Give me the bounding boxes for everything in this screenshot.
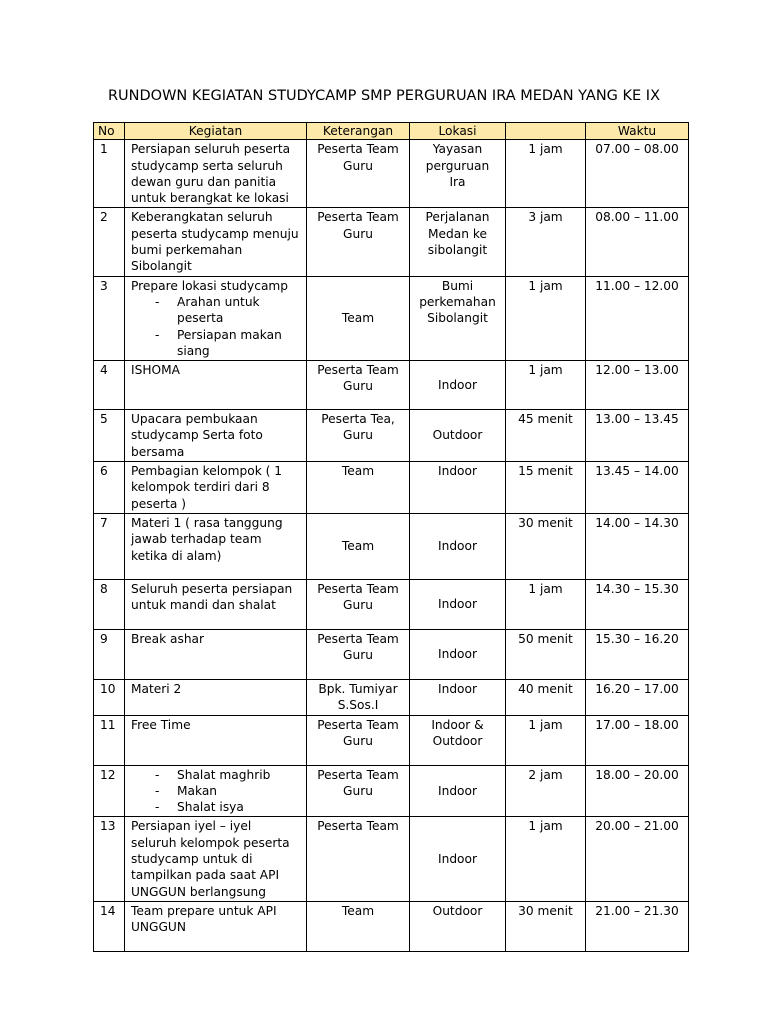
row-no-cell: 13	[94, 817, 125, 901]
row-durasi-cell: 30 menit	[506, 513, 586, 579]
row-kegiatan-cell	[125, 765, 307, 817]
row-kegiatan-cell	[125, 276, 307, 360]
table-row	[94, 765, 689, 817]
kegiatan-text: Seluruh peserta persiapan untuk mandi dan shalat	[131, 581, 293, 613]
row-no-cell: 12	[94, 765, 125, 817]
kegiatan-subitem-text: Shalat isya	[177, 800, 244, 815]
row-no-cell: 3	[94, 276, 125, 360]
row-keterangan-cell: Team	[307, 513, 410, 579]
row-durasi-cell: 2 jam	[506, 765, 586, 817]
kegiatan-subitem	[155, 294, 300, 327]
row-durasi-cell: 3 jam	[506, 208, 586, 276]
row-kegiatan-cell	[125, 513, 307, 579]
table-row	[94, 410, 689, 462]
row-lokasi-cell: Indoor	[410, 629, 506, 679]
kegiatan-subitem-text: Makan	[177, 783, 218, 798]
table-row	[94, 276, 689, 360]
row-no-cell: 4	[94, 361, 125, 410]
row-durasi-cell: 30 menit	[506, 901, 586, 951]
header-durasi	[506, 123, 586, 140]
row-waktu-cell: 07.00 – 08.00	[586, 140, 689, 208]
dash-bullet: -	[155, 800, 160, 815]
row-lokasi-cell: Bumi perkemahan Sibolangit	[410, 276, 506, 360]
row-kegiatan-cell	[125, 817, 307, 901]
row-durasi-cell: 1 jam	[506, 817, 586, 901]
table-row	[94, 513, 689, 579]
table-row	[94, 579, 689, 629]
table-row	[94, 208, 689, 276]
row-lokasi-cell: Outdoor	[410, 901, 506, 951]
row-no-cell: 9	[94, 629, 125, 679]
table-header-row	[94, 123, 689, 140]
kegiatan-text: Materi 2	[131, 681, 182, 696]
rundown-table	[93, 122, 689, 952]
header-waktu: Waktu	[586, 123, 689, 140]
row-keterangan-cell: Team	[307, 901, 410, 951]
row-waktu-cell: 14.00 – 14.30	[586, 513, 689, 579]
table-row	[94, 629, 689, 679]
row-waktu-cell: 14.30 – 15.30	[586, 579, 689, 629]
row-durasi-cell: 15 menit	[506, 462, 586, 514]
row-keterangan-cell: Peserta Team	[307, 817, 410, 901]
row-no-cell: 8	[94, 579, 125, 629]
row-keterangan-cell: Team	[307, 462, 410, 514]
row-kegiatan-cell	[125, 901, 307, 951]
row-kegiatan-cell	[125, 579, 307, 629]
kegiatan-subitem-text: Arahan untuk peserta	[177, 294, 260, 326]
header-no: No	[94, 123, 125, 140]
row-keterangan-cell: Peserta Team Guru	[307, 579, 410, 629]
kegiatan-text: Free Time	[131, 717, 191, 732]
row-kegiatan-cell	[125, 140, 307, 208]
row-kegiatan-cell	[125, 715, 307, 765]
row-waktu-cell: 13.00 – 13.45	[586, 410, 689, 462]
row-no-cell: 2	[94, 208, 125, 276]
dash-bullet: -	[155, 767, 160, 782]
row-no-cell: 6	[94, 462, 125, 514]
row-kegiatan-cell	[125, 462, 307, 514]
table-row	[94, 361, 689, 410]
table-row	[94, 901, 689, 951]
row-lokasi-cell: Perjalanan Medan ke sibolangit	[410, 208, 506, 276]
row-lokasi-cell: Outdoor	[410, 410, 506, 462]
row-no-cell: 5	[94, 410, 125, 462]
row-waktu-cell: 17.00 – 18.00	[586, 715, 689, 765]
row-lokasi-cell: Indoor	[410, 361, 506, 410]
row-waktu-cell: 21.00 – 21.30	[586, 901, 689, 951]
table-row	[94, 817, 689, 901]
row-keterangan-cell: Peserta Team Guru	[307, 765, 410, 817]
kegiatan-text: Keberangkatan seluruh peserta studycamp menuju bumi perkemahan Sibolangit	[131, 210, 299, 274]
row-kegiatan-cell	[125, 410, 307, 462]
row-waktu-cell: 08.00 – 11.00	[586, 208, 689, 276]
row-durasi-cell: 45 menit	[506, 410, 586, 462]
row-lokasi-cell: Indoor & Outdoor	[410, 715, 506, 765]
row-keterangan-cell: Peserta Team Guru	[307, 208, 410, 276]
header-lokasi: Lokasi	[410, 123, 506, 140]
kegiatan-subitem	[155, 327, 300, 360]
row-durasi-cell: 40 menit	[506, 679, 586, 715]
kegiatan-text: Team prepare untuk API UNGGUN	[131, 903, 277, 935]
row-kegiatan-cell	[125, 629, 307, 679]
row-durasi-cell: 1 jam	[506, 579, 586, 629]
row-keterangan-cell: Peserta Team Guru	[307, 361, 410, 410]
kegiatan-text: Pembagian kelompok ( 1 kelompok terdiri dari 8 peserta )	[131, 464, 283, 511]
kegiatan-text: Prepare lokasi studycamp	[131, 278, 289, 293]
row-lokasi-cell: Indoor	[410, 765, 506, 817]
row-no-cell: 14	[94, 901, 125, 951]
kegiatan-text: Break ashar	[131, 631, 205, 646]
kegiatan-subitem	[155, 767, 300, 783]
row-lokasi-cell: Indoor	[410, 579, 506, 629]
kegiatan-subitem-text: Shalat maghrib	[177, 767, 271, 782]
row-durasi-cell: 1 jam	[506, 361, 586, 410]
row-durasi-cell: 1 jam	[506, 140, 586, 208]
row-waktu-cell: 11.00 – 12.00	[586, 276, 689, 360]
row-keterangan-cell: Team	[307, 276, 410, 360]
header-kegiatan: Kegiatan	[125, 123, 307, 140]
kegiatan-text: Persiapan iyel – iyel seluruh kelompok peserta studycamp untuk di tampilkan pada saat API UNGGUN berlangsung	[131, 819, 290, 899]
row-kegiatan-cell	[125, 361, 307, 410]
table-row	[94, 140, 689, 208]
row-lokasi-cell: Yayasan perguruan Ira	[410, 140, 506, 208]
dash-bullet: -	[155, 327, 160, 342]
kegiatan-subitem	[155, 799, 300, 815]
dash-bullet: -	[155, 783, 160, 798]
row-keterangan-cell: Peserta Team Guru	[307, 140, 410, 208]
row-no-cell: 1	[94, 140, 125, 208]
row-keterangan-cell: Peserta Team Guru	[307, 629, 410, 679]
header-keterangan: Keterangan	[307, 123, 410, 140]
row-no-cell: 11	[94, 715, 125, 765]
kegiatan-text: Persiapan seluruh peserta studycamp serta seluruh dewan guru dan panitia untuk berangkat ke lokasi	[131, 142, 291, 206]
row-waktu-cell: 16.20 – 17.00	[586, 679, 689, 715]
row-lokasi-cell: Indoor	[410, 679, 506, 715]
row-waktu-cell: 12.00 – 13.00	[586, 361, 689, 410]
row-waktu-cell: 18.00 – 20.00	[586, 765, 689, 817]
row-lokasi-cell: Indoor	[410, 817, 506, 901]
row-keterangan-cell: Bpk. Tumiyar S.Sos.I	[307, 679, 410, 715]
row-waktu-cell: 20.00 – 21.00	[586, 817, 689, 901]
row-no-cell: 10	[94, 679, 125, 715]
row-waktu-cell: 15.30 – 16.20	[586, 629, 689, 679]
row-waktu-cell: 13.45 – 14.00	[586, 462, 689, 514]
kegiatan-text: Materi 1 ( rasa tanggung jawab terhadap team ketika di alam)	[131, 515, 283, 563]
dash-bullet: -	[155, 294, 160, 309]
kegiatan-subitem-text: Persiapan makan siang	[177, 327, 282, 358]
row-durasi-cell: 1 jam	[506, 715, 586, 765]
kegiatan-sublist	[131, 767, 300, 816]
kegiatan-text: ISHOMA	[131, 363, 180, 378]
row-kegiatan-cell	[125, 679, 307, 715]
table-row	[94, 679, 689, 715]
page-title: RUNDOWN KEGIATAN STUDYCAMP SMP PERGURUAN IRA MEDAN YANG KE IX	[107, 88, 661, 104]
row-lokasi-cell: Indoor	[410, 513, 506, 579]
row-keterangan-cell: Peserta Team Guru	[307, 715, 410, 765]
row-keterangan-cell: Peserta Tea, Guru	[307, 410, 410, 462]
row-kegiatan-cell	[125, 208, 307, 276]
row-lokasi-cell: Indoor	[410, 462, 506, 514]
kegiatan-subitem	[155, 783, 300, 799]
row-no-cell: 7	[94, 513, 125, 579]
row-durasi-cell: 50 menit	[506, 629, 586, 679]
table-row	[94, 462, 689, 514]
row-durasi-cell: 1 jam	[506, 276, 586, 360]
kegiatan-text: Upacara pembukaan studycamp Serta foto bersama	[131, 412, 263, 459]
kegiatan-sublist	[131, 294, 300, 359]
table-row	[94, 715, 689, 765]
